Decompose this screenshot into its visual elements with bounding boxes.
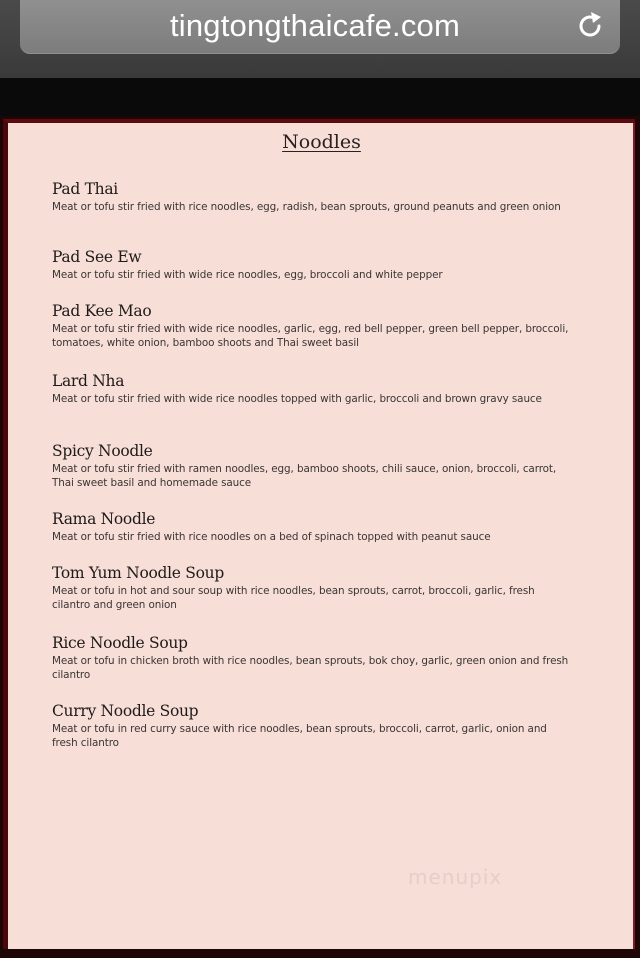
menu-item	[52, 701, 572, 750]
menu-item	[52, 179, 572, 214]
watermark: menupix	[408, 865, 503, 889]
menu-item-description: Meat or tofu in hot and sour soup with rice noodles, bean sprouts, carrot, broccoli, garlic, fresh cilantro and green onion	[52, 585, 535, 611]
menu-item	[52, 301, 572, 350]
address-bar[interactable]	[20, 0, 620, 54]
menu-item-name: Rice Noodle Soup	[52, 634, 188, 652]
menu-item-name: Rama Noodle	[52, 510, 156, 528]
page-top-gap	[0, 78, 640, 118]
reload-icon[interactable]	[574, 10, 606, 42]
menu-item-description: Meat or tofu in red curry sauce with rice noodles, bean sprouts, broccoli, carrot, garlic, onion and fresh cilantro	[52, 723, 547, 749]
menu-item-name: Pad Thai	[52, 180, 118, 198]
menu-item-description: Meat or tofu stir fried with wide rice noodles topped with garlic, broccoli and brown gravy sauce	[52, 393, 542, 405]
menu-item-name: Curry Noodle Soup	[52, 702, 199, 720]
menu-item	[52, 247, 572, 282]
menu-section-title: Noodles	[282, 131, 361, 153]
menu-item-description: Meat or tofu in chicken broth with rice noodles, bean sprouts, bok choy, garlic, green onion and fresh cilantro	[52, 655, 569, 681]
menu-item-name: Pad See Ew	[52, 248, 142, 266]
menu-item-name: Tom Yum Noodle Soup	[52, 564, 224, 582]
browser-toolbar	[0, 0, 640, 78]
menu-item-description: Meat or tofu stir fried with rice noodles on a bed of spinach topped with peanut sauce	[52, 531, 491, 543]
url-text[interactable]: tingtongthaicafe.com	[169, 8, 461, 43]
menu-item-description: Meat or tofu stir fried with wide rice noodles, garlic, egg, red bell pepper, green bell pepper, broccoli, tomatoes, white onion, bamboo shoots and Thai sweet basil	[52, 323, 569, 349]
menu-item	[52, 509, 572, 544]
menu-item	[52, 441, 572, 490]
menu-page	[3, 119, 635, 949]
menu-item	[52, 563, 572, 612]
menu-item	[52, 633, 572, 682]
menu-item-description: Meat or tofu stir fried with ramen noodles, egg, bamboo shoots, chili sauce, onion, broccoli, carrot, Thai sweet basil and homemade sauce	[52, 463, 557, 489]
menu-item-name: Spicy Noodle	[52, 442, 153, 460]
menu-item	[52, 371, 572, 406]
menu-item-description: Meat or tofu stir fried with wide rice noodles, egg, broccoli and white pepper	[52, 269, 443, 281]
menu-item-name: Lard Nha	[52, 372, 125, 390]
menu-item-name: Pad Kee Mao	[52, 302, 152, 320]
menu-item-description: Meat or tofu stir fried with rice noodles, egg, radish, bean sprouts, ground peanuts and green onion	[52, 201, 561, 213]
